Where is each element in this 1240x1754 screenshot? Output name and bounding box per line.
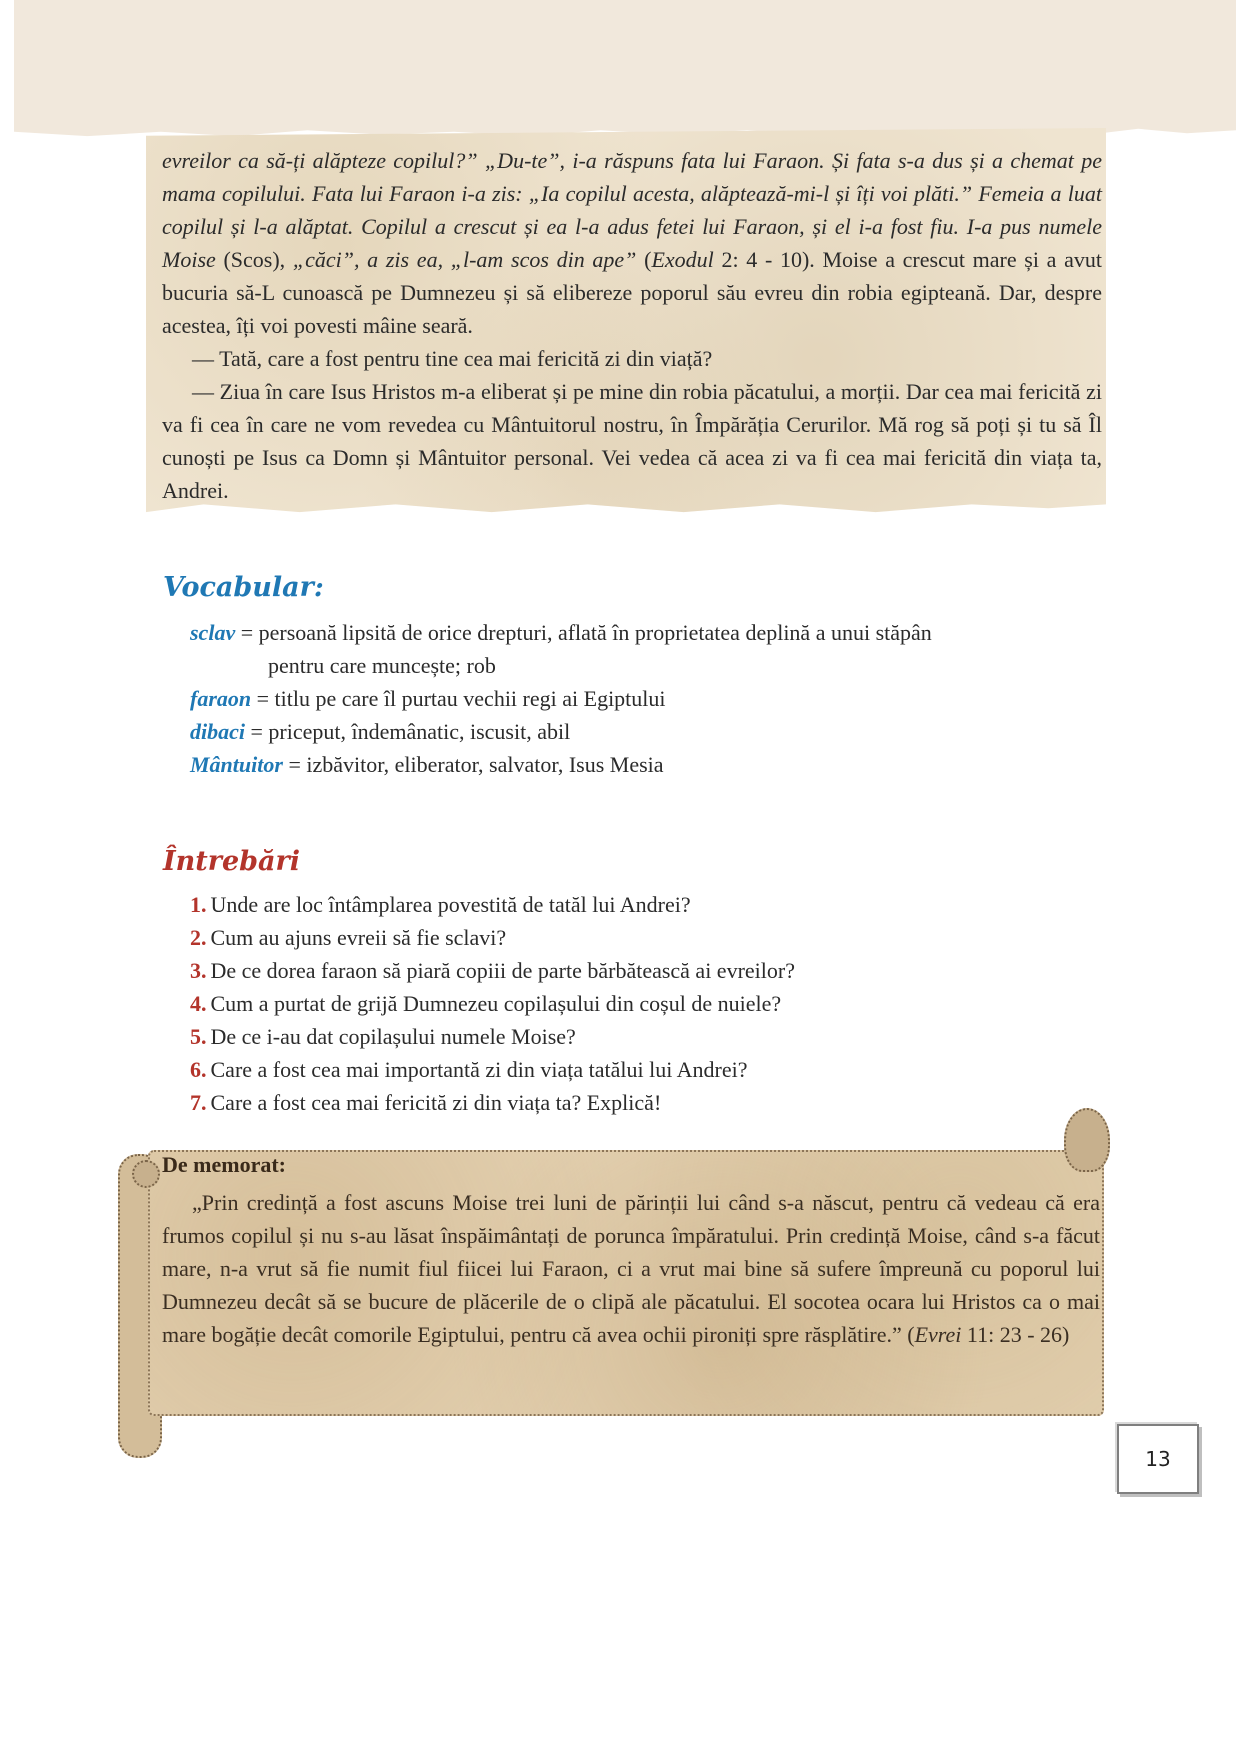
vocabulary-definition-continuation: pentru care muncește; rob: [268, 653, 496, 678]
memorize-verse-text: „Prin credință a fost ascuns Moise trei luni de părinții lui când s-a născut, pentru că vedeau că era frumos copilul și nu s-au lăsat înspăimântați de porunca împăratului. Prin credință Moise, când s-a făcut mare, n-a vrut să fie numit fiul fiicei lui Faraon, ci a vrut mai bine să sufere împreună cu poporul lui Dumnezeu decât să se bucure de plăcerile de o clipă ale păcatului. El socotea ocara lui Hristos ca o mai mare bogăție decât comorile Egiptului, pentru că avea ochii pironiți spre răsplătire.”: [162, 1190, 1100, 1347]
story-paragraph-1: [162, 144, 1102, 342]
vocabulary-term: dibaci: [190, 719, 245, 744]
story-span: 2: 4 - 10). Moise a crescut mare și a avut bucuria să-L cunoască pe Dumnezeu și să elibereze poporul său evreu din robia egipteană. Dar, despre acestea, îți voi povesti mâine seară.: [162, 247, 1103, 338]
question-text: Care a fost cea mai importantă zi din viața tatălui lui Andrei?: [210, 1057, 748, 1082]
question-item: [190, 1020, 1090, 1053]
memorize-title: De memorat:: [162, 1152, 286, 1177]
story-italic-span: evreilor ca să-ți alăpteze copilul?” „Du-te”, i-a răspuns fata lui Faraon. Și fata s-a dus și a chemat pe mama copilului. Fata lui Faraon i-a zis: „Ia copilul acesta, alăptează-mi-l și îți voi plăti.” Femeia a luat copilul și l-a alăptat. Copilul a crescut și ea l-a adus fetei lui Faraon, și el i-a fost fiu. I-a pus numele Moise: [162, 148, 1102, 272]
vocabulary-entry: [190, 616, 1090, 649]
questions-list: [190, 888, 1090, 1119]
story-span: (: [636, 247, 652, 272]
vocabulary-entry: [190, 682, 1090, 715]
story-text: [162, 144, 1102, 507]
question-item: [190, 987, 1090, 1020]
question-text: Cum au ajuns evreii să fie sclavi?: [210, 925, 507, 950]
vocabulary-title: Vocabular:: [163, 572, 324, 603]
question-text: Care a fost cea mai fericită zi din viața ta? Explică!: [210, 1090, 662, 1115]
question-item: [190, 921, 1090, 954]
vocabulary-entry: [190, 715, 1090, 748]
vocabulary-list: [190, 616, 1090, 781]
page-number: 13: [1117, 1424, 1199, 1494]
question-number: 4.: [190, 991, 207, 1016]
vocabulary-term: sclav: [190, 620, 236, 645]
torn-paper-header: [14, 0, 1236, 148]
story-italic-span: „căci”, a zis ea, „l-am scos din ape”: [292, 247, 637, 272]
story-paragraph-2: — Tată, care a fost pentru tine cea mai fericită zi din viață?: [192, 346, 713, 371]
vocabulary-definition: = priceput, îndemânatic, iscusit, abil: [245, 719, 571, 744]
memorize-verse: [162, 1186, 1100, 1351]
verse-reference-rest: 11: 23 - 26): [961, 1322, 1070, 1347]
question-number: 3.: [190, 958, 207, 983]
question-number: 7.: [190, 1090, 207, 1115]
question-item: [190, 954, 1090, 987]
questions-title: Întrebări: [163, 846, 300, 877]
question-number: 1.: [190, 892, 207, 917]
vocabulary-entry: [190, 748, 1090, 781]
question-number: 5.: [190, 1024, 207, 1049]
verse-reference-open: (: [901, 1322, 915, 1347]
question-number: 2.: [190, 925, 207, 950]
question-text: Cum a purtat de grijă Dumnezeu copilașului din coșul de nuiele?: [210, 991, 782, 1016]
question-item: [190, 1053, 1090, 1086]
vocabulary-term: Mântuitor: [190, 752, 283, 777]
question-text: De ce dorea faraon să piară copiii de parte bărbătească ai evreilor?: [210, 958, 795, 983]
verse-reference-book: Evrei: [914, 1322, 962, 1347]
story-span: (Scos),: [215, 247, 293, 272]
vocabulary-definition: = izbăvitor, eliberator, salvator, Isus Mesia: [282, 752, 664, 777]
question-text: Unde are loc întâmplarea povestită de tatăl lui Andrei?: [210, 892, 691, 917]
question-item: [190, 888, 1090, 921]
bible-book-reference: Exodul: [651, 247, 714, 272]
story-paragraph-3: — Ziua în care Isus Hristos m-a eliberat și pe mine din robia păcatului, a morții. Dar cea mai fericită zi va fi cea în care ne vom revedea cu Mântuitorul nostru, în Împărăția Cerurilor. Mă rog să poți și tu să Îl cunoști pe Isus ca Domn și Mântuitor personal. Vei vedea că acea zi va fi cea mai fericită din viața ta, Andrei.: [162, 379, 1102, 503]
scroll-right-curl: [1064, 1108, 1110, 1172]
question-number: 6.: [190, 1057, 207, 1082]
question-text: De ce i-au dat copilașului numele Moise?: [210, 1024, 576, 1049]
vocabulary-definition: = titlu pe care îl purtau vechii regi ai Egiptului: [251, 686, 666, 711]
vocabulary-term: faraon: [190, 686, 252, 711]
vocabulary-definition: = persoană lipsită de orice drepturi, aflată în proprietatea deplină a unui stăpân: [235, 620, 932, 645]
scroll-left-cap: [132, 1160, 160, 1188]
